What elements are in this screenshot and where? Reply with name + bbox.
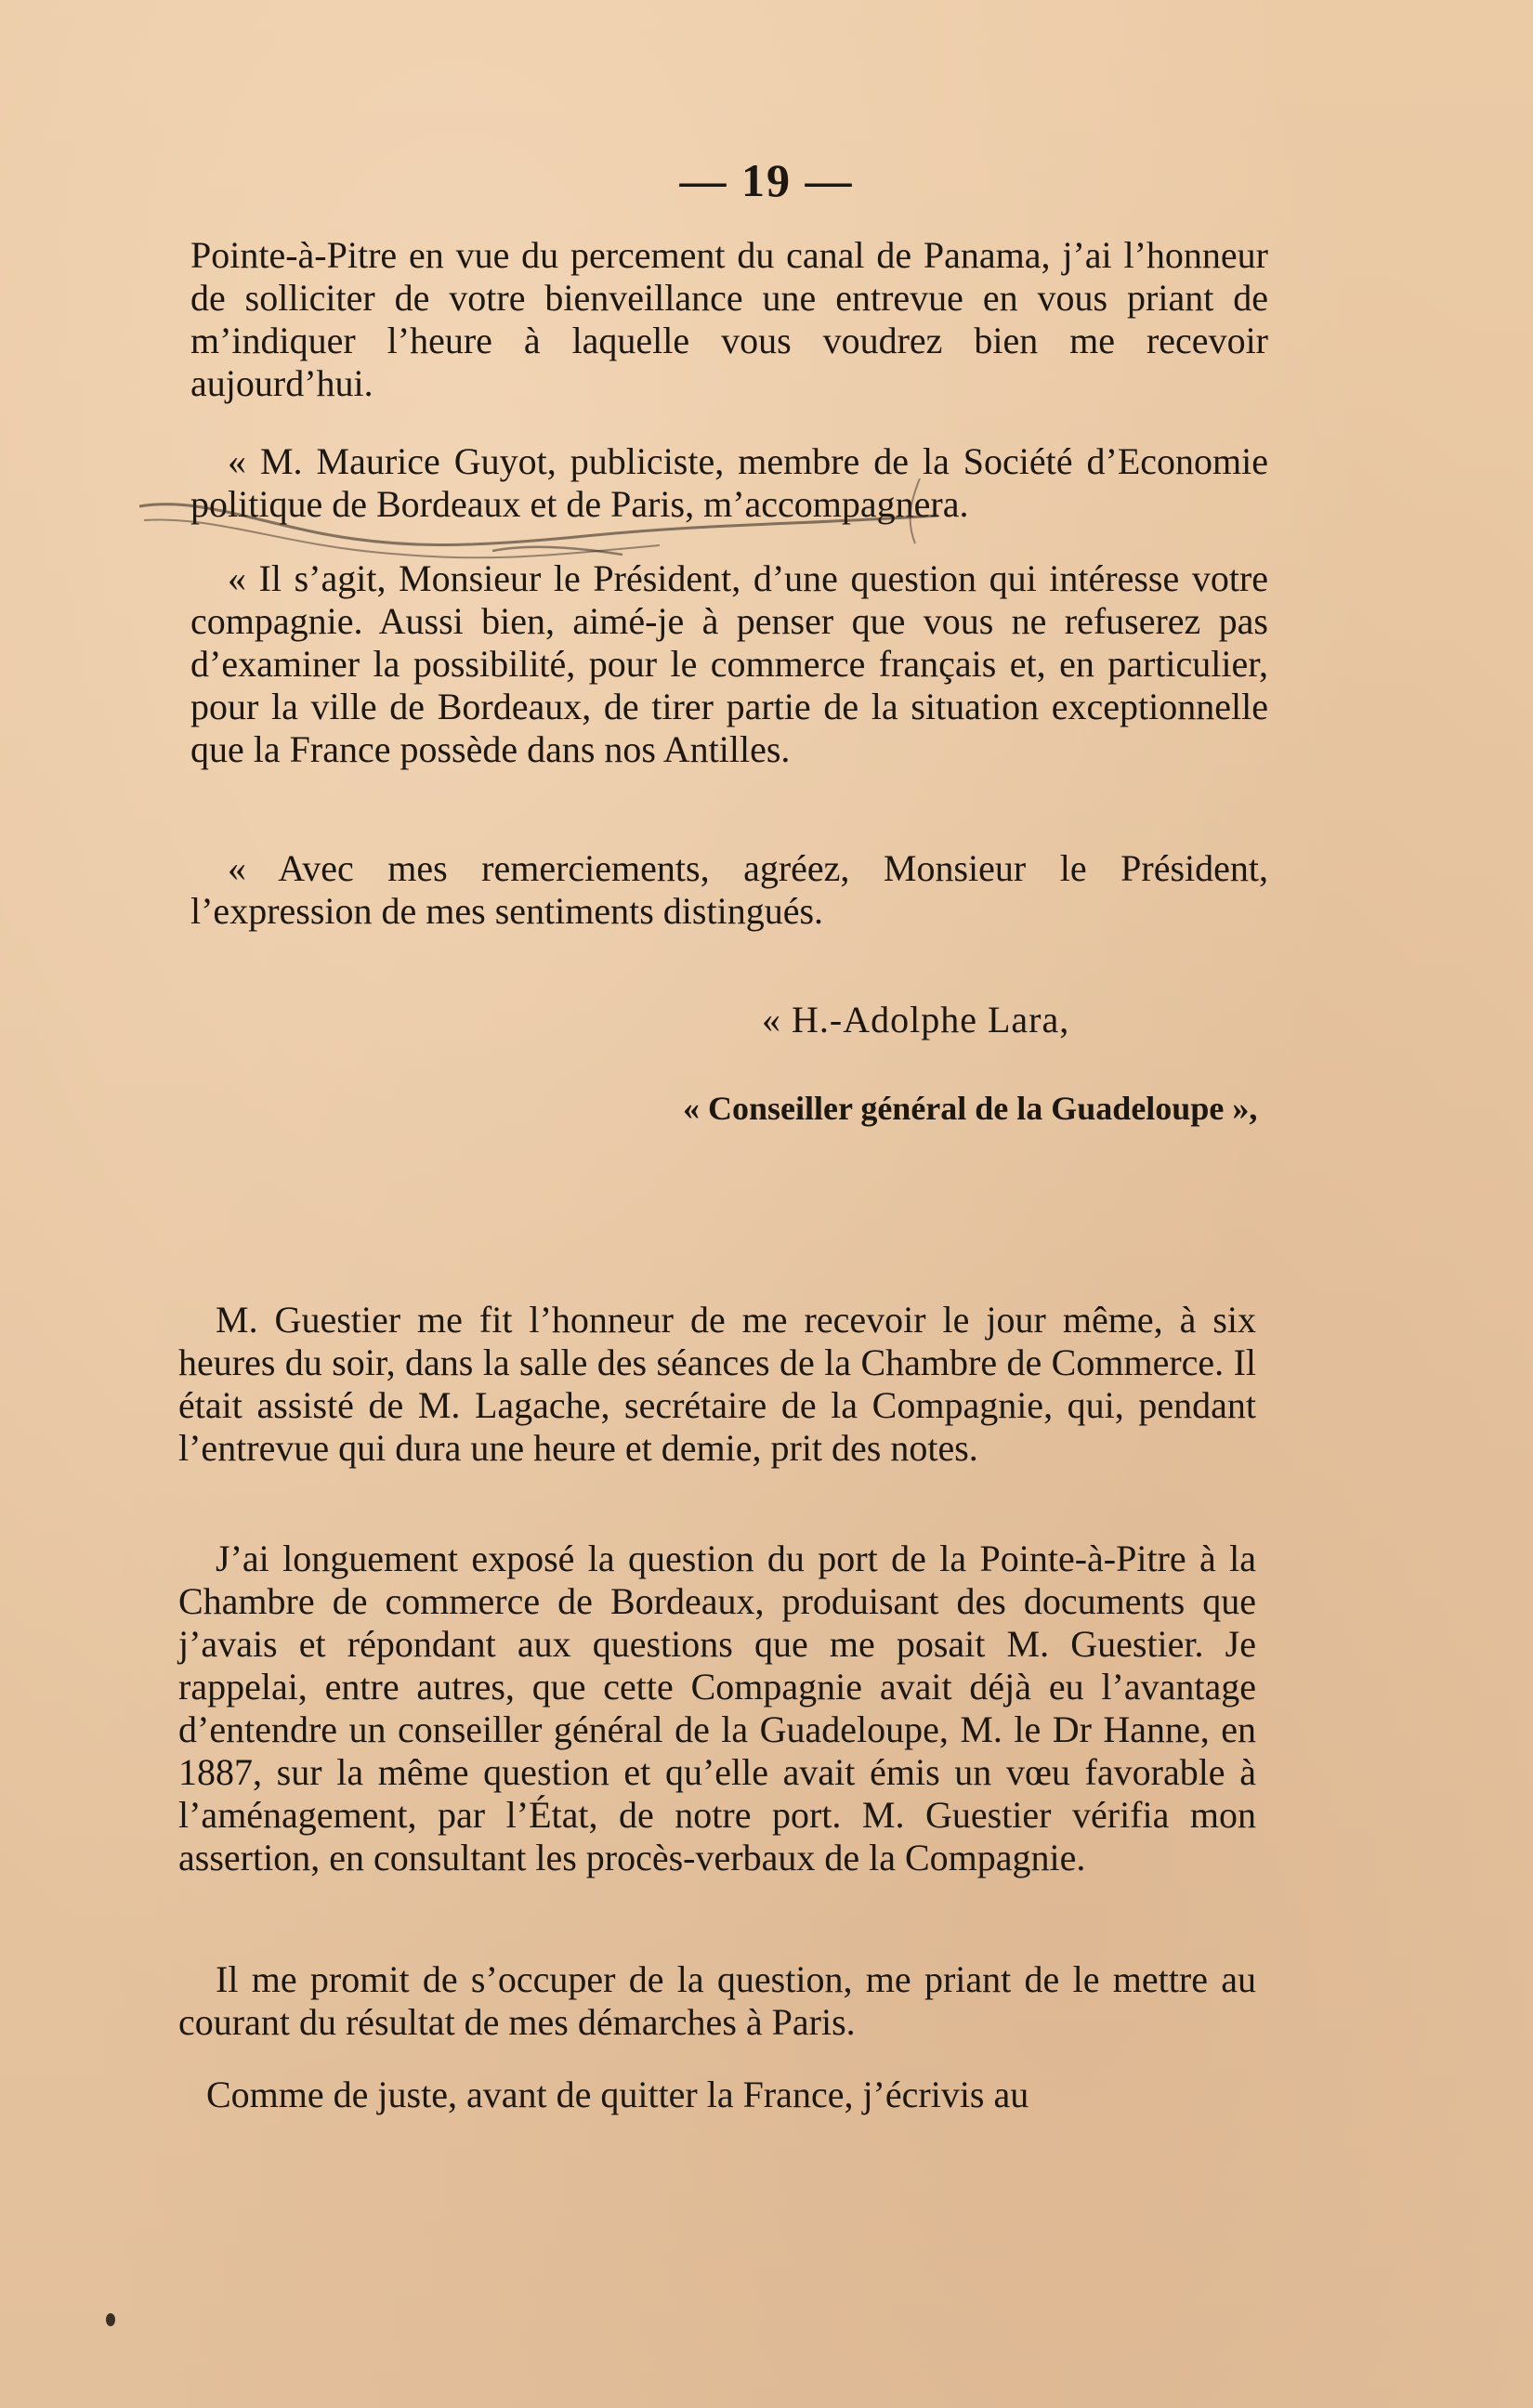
signature-name: « H.-Adolphe Lara, [762, 999, 1070, 1040]
paragraph-exposition [178, 1538, 1256, 1879]
ink-speck-decoration [106, 2313, 115, 2326]
signature-title: « Conseiller général de la Guadeloupe », [683, 1090, 1258, 1127]
paragraph-text: Comme de juste, avant de quitter la France, j’écrivis au [206, 2074, 1029, 2115]
paragraph-question [190, 557, 1268, 771]
paragraph-departure [178, 2074, 1256, 2116]
paragraph-request-meeting [190, 234, 1268, 405]
paragraph-promise [178, 1958, 1256, 2044]
paragraph-text: « Il s’agit, Monsieur le Président, d’une question qui intéresse votre compagnie. Aussi bien, aimé-je à penser que vous ne refuserez pas d’examiner la possibilité, pour le commerce français et, en particulier, pour la ville de Bordeaux, de tirer partie de la situation exceptionnelle que la France possède dans nos Antilles. [190, 557, 1268, 770]
paragraph-meeting [178, 1299, 1256, 1470]
paragraph-text: Il me promit de s’occuper de la question, me priant de le mettre au courant du résultat de mes démarches à Paris. [178, 1958, 1256, 2043]
paragraph-text: « Avec mes remerciements, agréez, Monsieur le Président, l’expression de mes sentiments distingués. [190, 847, 1268, 932]
paragraph-text: J’ai longuement exposé la question du port de la Pointe-à-Pitre à la Chambre de commerce de Bordeaux, produisant des documents que j’avais et répondant aux questions que me posait M. Guestier. Je rappelai, entre autres, que cette Compagnie avait déjà eu l’avantage d’entendre un conseiller général de la Guadeloupe, M. le Dr Hanne, en 1887, sur la même question et qu’elle avait émis un vœu favorable à l’aménagement, par l’État, de notre port. M. Guestier vérifia mon assertion, en consultant les procès-verbaux de la Compagnie. [178, 1538, 1256, 1878]
page-number: — 19 — [679, 154, 854, 206]
ink-smudge-decoration [139, 478, 976, 567]
paragraph-text: Pointe-à-Pitre en vue du percement du canal de Panama, j’ai l’honneur de solliciter de votre bienveillance une entrevue en vous priant de m’indiquer l’heure à laquelle vous voudrez bien me recevoir aujourd’hui. [190, 234, 1268, 404]
paragraph-text: « M. Maurice Guyot, publiciste, membre de la Société d’Economie politique de Bordeaux et de Paris, m’accompagnera. [190, 440, 1268, 525]
paragraph-closing [190, 847, 1268, 933]
paragraph-text: M. Guestier me fit l’honneur de me recevoir le jour même, à six heures du soir, dans la salle des séances de la Chambre de Commerce. Il était assisté de M. Lagache, secrétaire de la Compagnie, qui, pendant l’entrevue qui dura une heure et demie, prit des notes. [178, 1299, 1256, 1469]
